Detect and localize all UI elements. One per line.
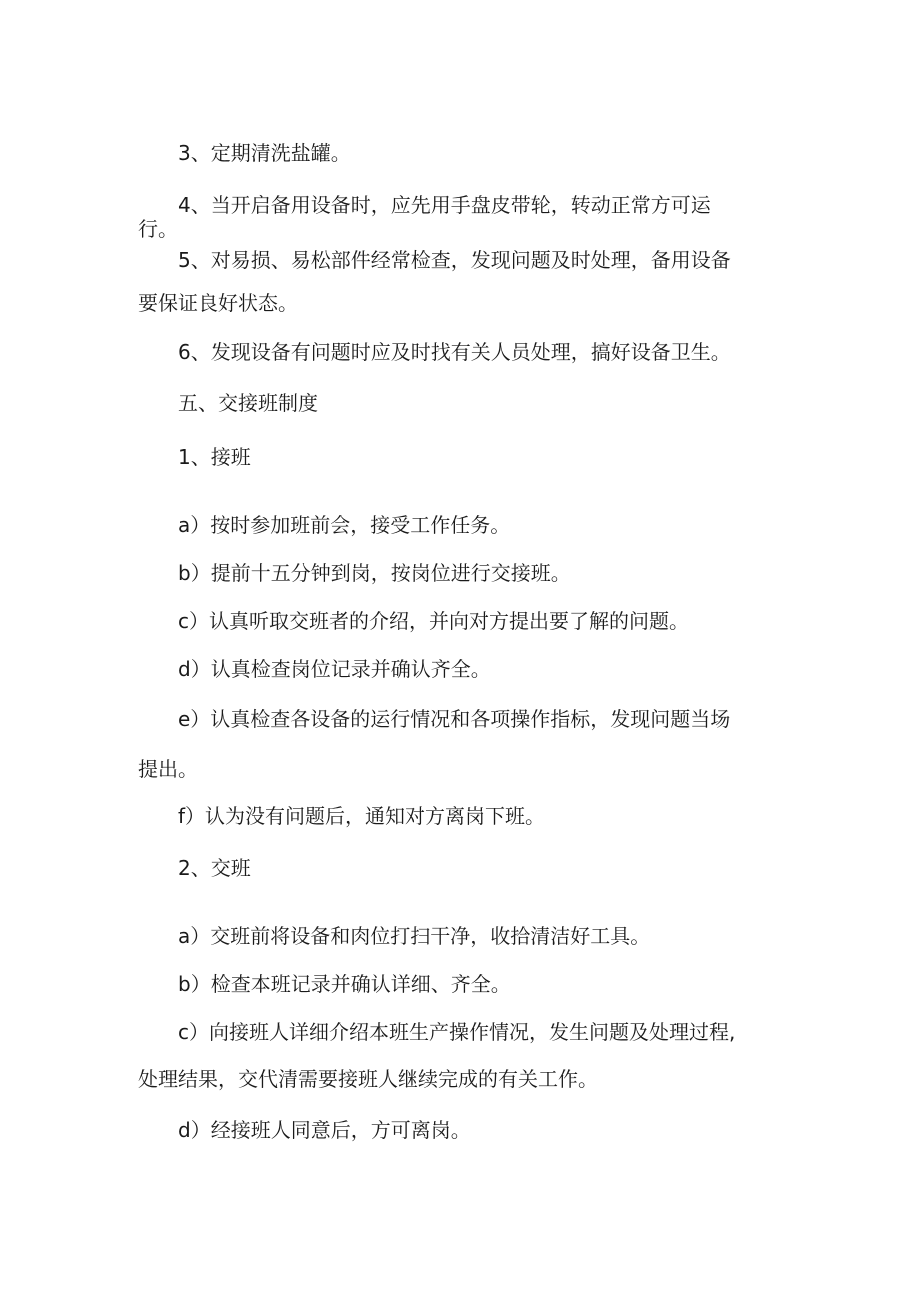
paragraph-line: 3、定期清洗盐罐。 (178, 141, 351, 165)
subsection-heading-text: 2、交班 (178, 856, 251, 880)
list-item-text: c）认真听取交班者的介绍，并向对方提出要了解的问题。 (178, 609, 689, 633)
list-item-text: 处理结果，交代清需要接班人继续完成的有关工作。 (138, 1067, 598, 1091)
subsection-heading-hand-over (138, 856, 778, 880)
paragraph-item-4 (138, 193, 778, 241)
paragraph-item-6 (138, 340, 778, 364)
list-item-text: a）交班前将设备和肉位打扫干净，收拾清洁好工具。 (178, 924, 651, 948)
list-item-d2 (138, 1118, 778, 1142)
section-heading-text: 五、交接班制度 (178, 391, 318, 415)
list-item-text: a）按时参加班前会，接受工作任务。 (178, 513, 511, 537)
list-item-e1 (138, 707, 778, 781)
list-item-a2 (138, 924, 778, 948)
list-item-b1 (138, 561, 778, 585)
paragraph-line: 行。 (138, 217, 178, 241)
section-heading-5 (138, 391, 778, 415)
paragraph-line: 5、对易损、易松部件经常检查，发现问题及时处理，备用设备 (178, 248, 731, 272)
paragraph-item-3 (138, 141, 778, 165)
list-item-text: f）认为没有问题后，通知对方离岗下班。 (178, 804, 546, 828)
list-item-c2 (138, 1020, 778, 1091)
list-item-text: d）认真检查岗位记录并确认齐全。 (178, 657, 491, 681)
list-item-d1 (138, 657, 778, 681)
list-item-text: c）向接班人详细介绍本班生产操作情况，发生问题及处理过程, (178, 1020, 736, 1044)
list-item-text: e）认真检查各设备的运行情况和各项操作指标，发现问题当场 (178, 707, 731, 731)
list-item-text: d）经接班人同意后，方可离岗。 (178, 1118, 471, 1142)
subsection-heading-text: 1、接班 (178, 445, 251, 469)
paragraph-line: 6、发现设备有问题时应及时找有关人员处理，搞好设备卫生。 (178, 340, 731, 364)
list-item-f1 (138, 804, 778, 828)
list-item-c1 (138, 609, 778, 633)
subsection-heading-take-over (138, 445, 778, 469)
paragraph-line: 要保证良好状态。 (138, 291, 298, 315)
list-item-text: 提出。 (138, 757, 198, 781)
paragraph-item-5 (138, 248, 778, 315)
paragraph-line: 4、当开启备用设备时，应先用手盘皮带轮，转动正常方可运 (178, 193, 711, 217)
list-item-text: b）提前十五分钟到岗，按岗位进行交接班。 (178, 561, 571, 585)
list-item-text: b）检查本班记录并确认详细、齐全。 (178, 972, 511, 996)
list-item-b2 (138, 972, 778, 996)
list-item-a1 (138, 513, 778, 537)
